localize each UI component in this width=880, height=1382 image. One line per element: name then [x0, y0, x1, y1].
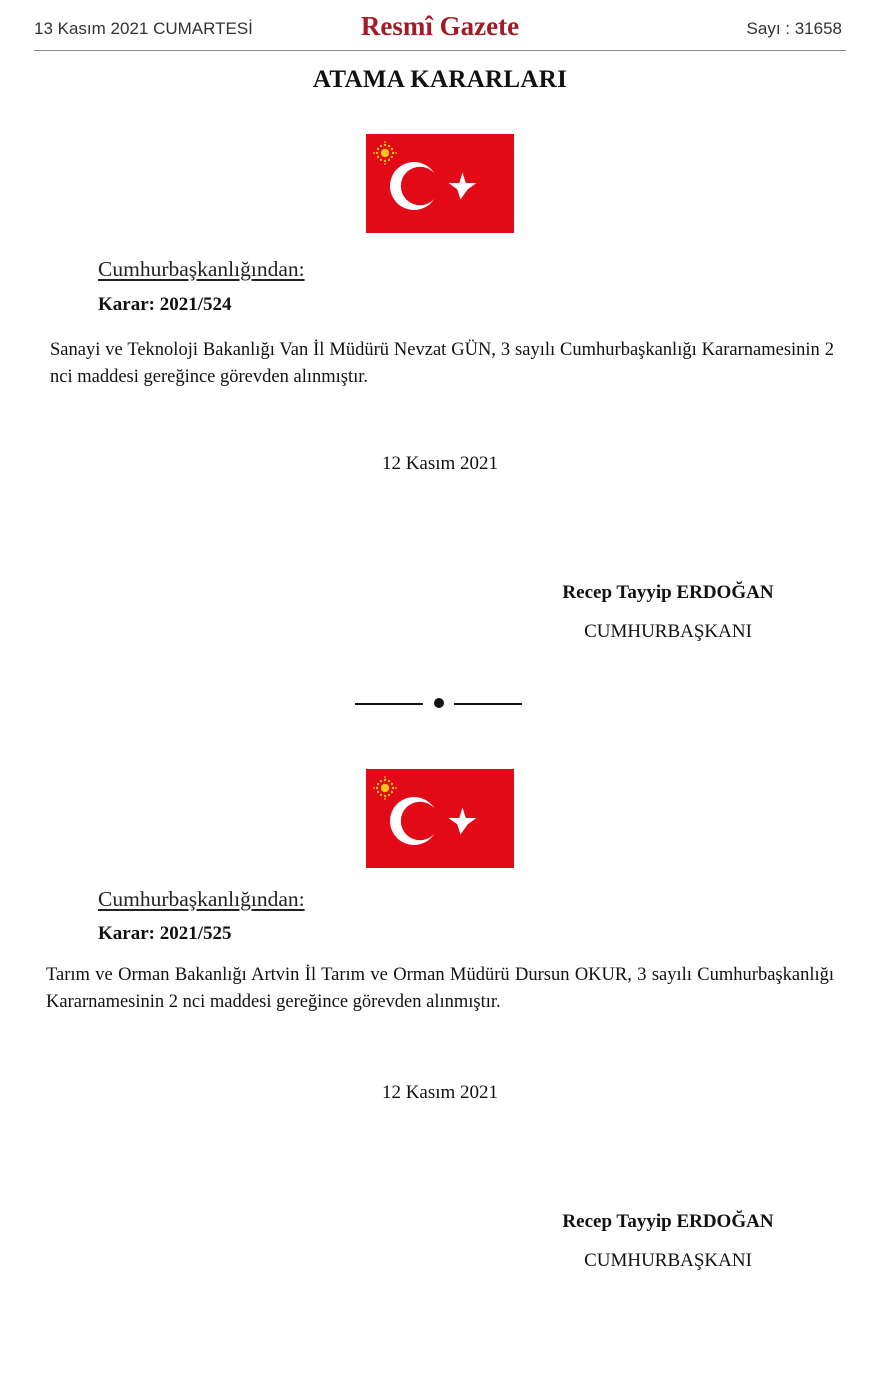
page-title: ATAMA KARARLARI: [312, 66, 568, 93]
signer-name: Recep Tayyip ERDOĞAN: [562, 582, 774, 603]
decision-date: 12 Kasım 2021: [381, 453, 499, 474]
decision-date: 12 Kasım 2021: [381, 1082, 499, 1103]
presidential-flag-icon: [366, 134, 514, 233]
issue-number: Sayı : 31658: [746, 19, 842, 38]
decision-text: Tarım ve Orman Bakanlığı Artvin İl Tarım ve Orman Müdürü Dursun OKUR, 3 sayılı Cumhurbaşkanlığı Kararnamesinin 2 nci maddesi gereğince görevden alınmıştır.: [46, 965, 834, 1012]
signer-title: CUMHURBAŞKANI: [584, 621, 752, 642]
header-date: 13 Kasım 2021 CUMARTESİ: [34, 19, 253, 38]
presidential-flag-icon: [366, 769, 514, 868]
header-divider: [34, 50, 846, 51]
decision-text: Sanayi ve Teknoloji Bakanlığı Van İl Müdürü Nevzat GÜN, 3 sayılı Cumhurbaşkanlığı Kararnamesinin 2 nci maddesi gereğince görevden alınmıştır.: [50, 340, 834, 387]
decision-number: Karar: 2021/524: [98, 294, 232, 315]
issuer-heading: Cumhurbaşkanlığından:: [98, 887, 305, 911]
gazette-title: Resmî Gazete: [360, 11, 520, 41]
issuer-heading: Cumhurbaşkanlığından:: [98, 257, 305, 281]
signer-title: CUMHURBAŞKANI: [584, 1250, 752, 1271]
section-separator: [355, 693, 525, 713]
decision-number: Karar: 2021/525: [98, 923, 232, 944]
signer-name: Recep Tayyip ERDOĞAN: [562, 1211, 774, 1232]
